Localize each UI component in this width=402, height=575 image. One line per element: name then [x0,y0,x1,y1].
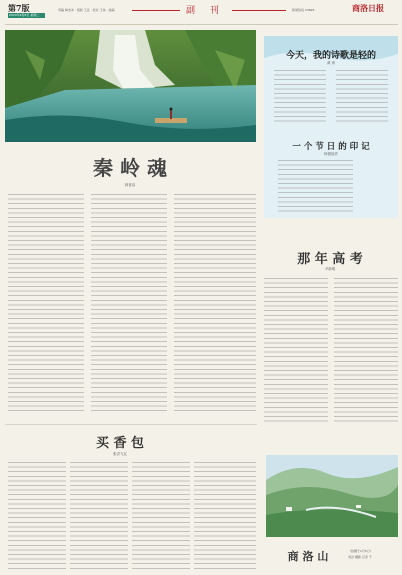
newspaper-logo: 商洛日报 [352,3,384,13]
poem-verse-column [274,70,326,125]
poem-sub-byline: 杨德福作 [324,152,338,156]
editor-credits: 责编 韩杰冲 · 组版 王亚 · 校对 王伟 · 美编 [58,8,115,12]
article-title: 秦 岭 魂 [93,156,167,180]
article-body-column [8,462,66,570]
article-body-column [194,462,256,570]
article-byline: 林晋荪 [124,183,136,187]
article-body-column [91,194,167,414]
article-body-column [264,278,328,423]
page-number: 第7版 [8,3,30,13]
photo-caption: （拍摄于1月5日） [348,549,373,553]
poem-byline: 黄 涛 [326,61,336,65]
header-divider-left [132,10,180,11]
article-body-column [70,462,128,570]
article-byline: 张洪飞瓦 [113,452,127,456]
article-body-column [174,194,256,414]
article-body-column [8,194,84,414]
article-title: 买 香 包 [95,436,145,451]
issue-date: 2023年6月8日 星期二 [8,13,45,18]
poem-subtitle: 一 个 节 日 的 印 记 [292,142,370,152]
poem-panel [264,36,398,218]
article-body-column [132,462,190,570]
section-divider [5,424,257,425]
article-title: 那 年 高 考 [297,252,363,267]
photo-title: 商 洛 山 [287,550,329,563]
section-title: 副 刊 [186,6,225,16]
poem-title: 今天，我的诗歌是轻的 [285,51,376,61]
photo-credit: 刘洪 摄影 记者 子 [348,555,372,559]
poem-sub-verse [278,160,353,212]
hotline: 新闻热线 23895 [292,8,315,12]
landscape-photo [266,455,398,537]
header-rule [5,24,398,25]
poem-verse-column [336,70,388,125]
article-byline: 尹新明 [324,267,336,271]
waterfall-photo [5,30,256,142]
header-divider-right [232,10,286,11]
article-body-column [334,278,398,423]
